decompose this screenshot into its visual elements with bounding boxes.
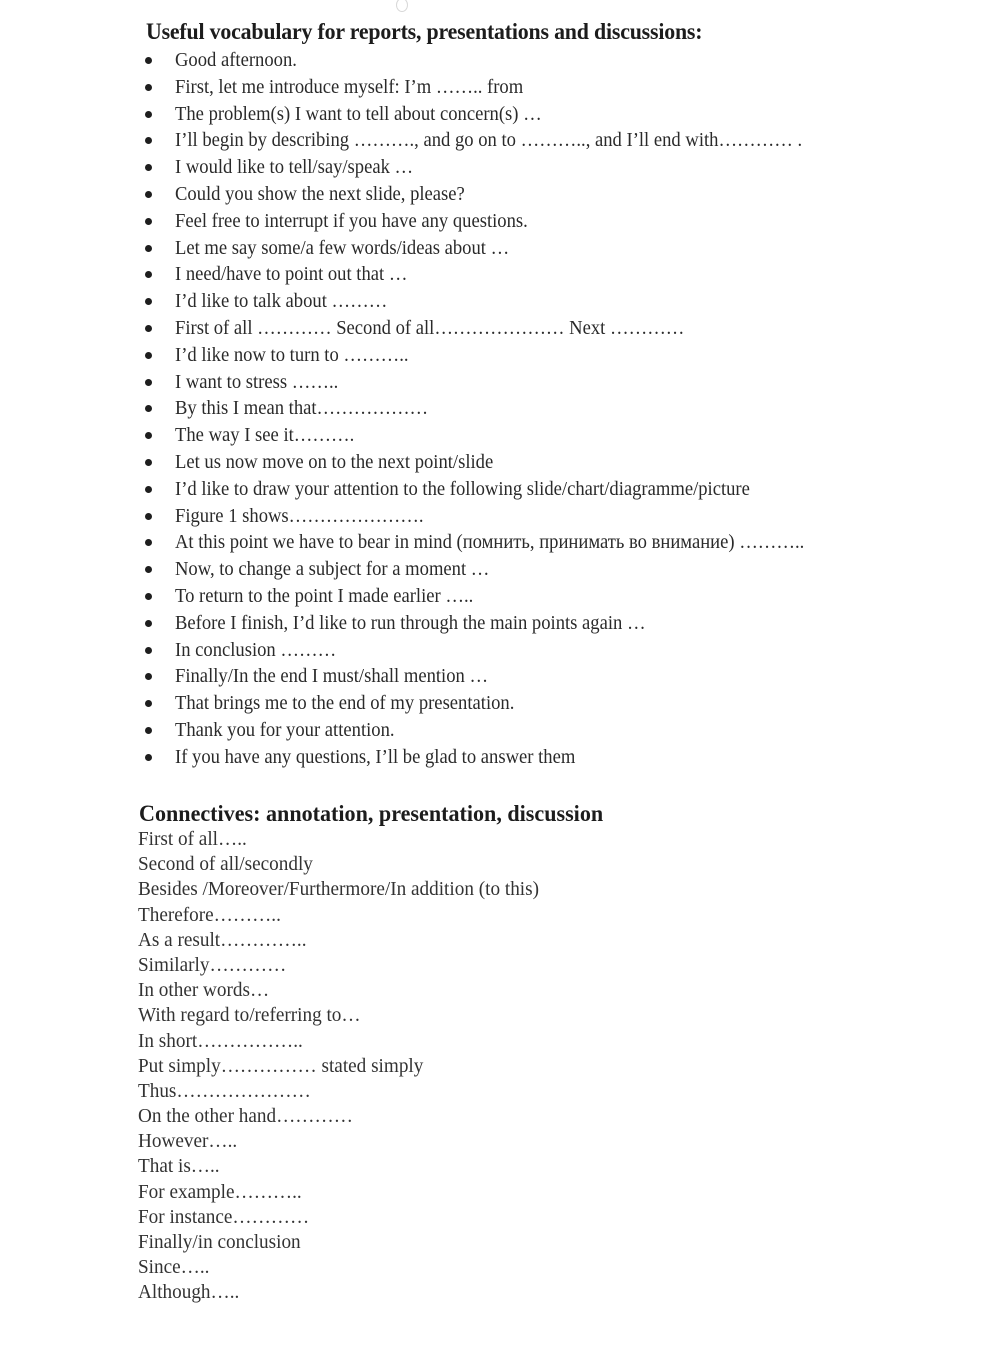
bullet-icon — [145, 700, 152, 707]
bullet-icon — [145, 673, 152, 680]
vocabulary-item — [0, 127, 1000, 154]
vocabulary-item — [0, 637, 1000, 664]
bullet-icon — [145, 486, 152, 493]
vocabulary-item-text: Thank you for your attention. — [175, 718, 395, 741]
vocabulary-item-text: Before I finish, I’d like to run through the main points again … — [175, 611, 646, 634]
vocabulary-item-text: That brings me to the end of my presentation. — [175, 692, 515, 715]
bullet-icon — [145, 137, 152, 144]
vocabulary-item-text: The way I see it………. — [175, 424, 355, 447]
vocabulary-item-text: I need/have to point out that … — [175, 263, 408, 286]
bullet-icon — [145, 566, 152, 573]
vocabulary-item — [0, 529, 1000, 556]
vocabulary-item-text: Could you show the next slide, please? — [175, 182, 465, 205]
vocabulary-item-text: Now, to change a subject for a moment … — [175, 558, 490, 581]
vocabulary-item-text: I’d like to talk about ……… — [175, 290, 388, 313]
bullet-icon — [145, 754, 152, 761]
vocabulary-item-text: I’d like now to turn to ……….. — [175, 343, 409, 366]
vocabulary-item — [0, 47, 1000, 74]
punch-hole-mark — [396, 0, 408, 12]
connectives-list — [138, 827, 556, 1306]
bullet-icon — [145, 379, 152, 386]
vocabulary-item-text: Feel free to interrupt if you have any questions. — [175, 209, 528, 232]
connective-item: Second of all/secondly — [138, 853, 313, 876]
vocabulary-item-text: Figure 1 shows…………………. — [175, 504, 424, 527]
vocabulary-item — [0, 663, 1000, 690]
vocabulary-item — [0, 744, 1000, 771]
vocabulary-item — [0, 422, 1000, 449]
vocabulary-item — [0, 503, 1000, 530]
vocabulary-item — [0, 208, 1000, 235]
connective-item: For instance………… — [138, 1205, 310, 1228]
connective-item: In other words… — [138, 979, 270, 1002]
bullet-icon — [145, 539, 152, 546]
vocabulary-item — [0, 288, 1000, 315]
connective-item: That is….. — [138, 1155, 220, 1178]
bullet-icon — [145, 405, 152, 412]
vocabulary-list — [0, 47, 1000, 771]
vocabulary-item — [0, 181, 1000, 208]
bullet-icon — [145, 57, 152, 64]
bullet-icon — [145, 298, 152, 305]
vocabulary-item — [0, 717, 1000, 744]
vocabulary-item-text: First of all ………… Second of all………………… Next ………… — [175, 316, 685, 339]
connectives-heading: Connectives: annotation, presentation, discussion — [139, 801, 604, 827]
connective-item: Since….. — [138, 1256, 210, 1279]
vocabulary-item — [0, 74, 1000, 101]
vocabulary-item — [0, 476, 1000, 503]
bullet-icon — [145, 352, 152, 359]
connective-item: For example……….. — [138, 1180, 302, 1203]
connective-item: Finally/in conclusion — [138, 1231, 301, 1253]
vocabulary-item-text: I’ll begin by describing ………., and go on to ……….., and I’ll end with………… . — [175, 129, 803, 152]
vocabulary-item — [0, 235, 1000, 262]
connective-item: First of all….. — [138, 828, 247, 850]
connective-item: With regard to/referring to… — [138, 1004, 361, 1027]
bullet-icon — [145, 647, 152, 654]
bullet-icon — [145, 513, 152, 520]
vocabulary-item — [0, 342, 1000, 369]
connective-item: Therefore……….. — [138, 903, 281, 926]
vocabulary-item — [0, 449, 1000, 476]
vocabulary-item-text: Good afternoon. — [175, 49, 297, 71]
vocabulary-item — [0, 395, 1000, 422]
vocabulary-item — [0, 261, 1000, 288]
vocabulary-item-text: First, let me introduce myself: I’m …….. from — [175, 75, 524, 98]
vocabulary-heading: Useful vocabulary for reports, presentations and discussions: — [146, 19, 703, 45]
bullet-icon — [145, 620, 152, 627]
vocabulary-item — [0, 369, 1000, 396]
bullet-icon — [145, 727, 152, 734]
vocabulary-item-text: In conclusion ……… — [175, 638, 337, 661]
bullet-icon — [145, 245, 152, 252]
vocabulary-item-text: Finally/In the end I must/shall mention … — [175, 665, 489, 688]
bullet-icon — [145, 218, 152, 225]
vocabulary-item-text: If you have any questions, I’ll be glad to answer them — [175, 745, 576, 768]
vocabulary-item — [0, 154, 1000, 181]
connective-item: Besides /Moreover/Furthermore/In addition (to this) — [138, 878, 539, 901]
connective-item: In short…………….. — [138, 1029, 303, 1052]
bullet-icon — [145, 593, 152, 600]
vocabulary-item-text: At this point we have to bear in mind (помнить, принимать во внимание) ……….. — [175, 531, 805, 554]
bullet-icon — [145, 271, 152, 278]
vocabulary-item — [0, 583, 1000, 610]
bullet-icon — [145, 111, 152, 118]
connective-item: As a result………….. — [138, 928, 307, 951]
bullet-icon — [145, 84, 152, 91]
vocabulary-item — [0, 690, 1000, 717]
connective-item: Similarly………… — [138, 953, 287, 976]
vocabulary-item-text: Let me say some/a few words/ideas about … — [175, 236, 510, 259]
vocabulary-item-text: I want to stress …….. — [175, 370, 339, 393]
vocabulary-item-text: I’d like to draw your attention to the following slide/chart/diagramme/picture — [175, 477, 750, 500]
vocabulary-item-text: Let us now move on to the next point/slide — [175, 450, 494, 473]
connective-item: Put simply…………… stated simply — [138, 1054, 424, 1077]
vocabulary-item-text: I would like to tell/say/speak … — [175, 156, 414, 179]
vocabulary-item-text: To return to the point I made earlier ….. — [175, 584, 474, 607]
vocabulary-item — [0, 556, 1000, 583]
bullet-icon — [145, 191, 152, 198]
bullet-icon — [145, 325, 152, 332]
bullet-icon — [145, 164, 152, 171]
connective-item: Thus………………… — [138, 1079, 311, 1102]
vocabulary-item — [0, 610, 1000, 637]
bullet-icon — [145, 432, 152, 439]
bullet-icon — [145, 459, 152, 466]
vocabulary-item — [0, 101, 1000, 128]
vocabulary-item-text: By this I mean that……………… — [175, 397, 429, 420]
connective-item: On the other hand………… — [138, 1105, 353, 1128]
connective-item: However….. — [138, 1130, 238, 1153]
vocabulary-item — [0, 315, 1000, 342]
vocabulary-item-text: The problem(s) I want to tell about concern(s) … — [175, 102, 542, 125]
connective-item: Although….. — [138, 1281, 240, 1304]
